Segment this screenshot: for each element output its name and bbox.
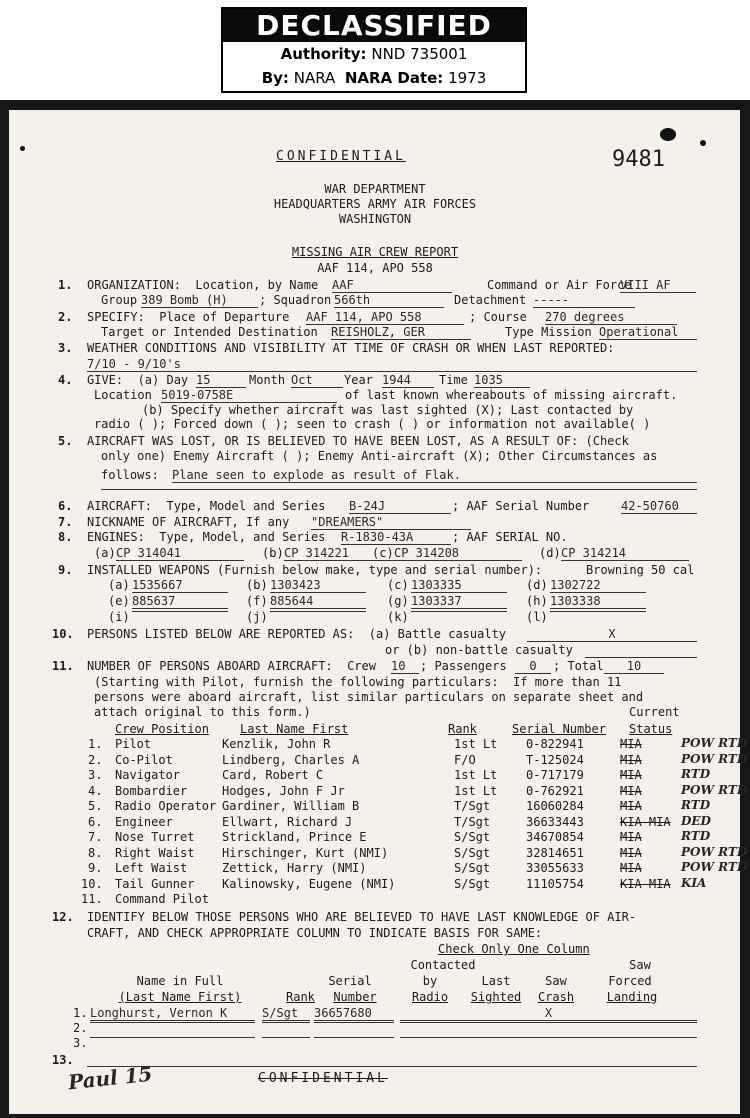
engine-label: (c) xyxy=(372,546,394,560)
crew-status: MIA xyxy=(620,830,642,844)
header-status-top: Current xyxy=(629,705,680,719)
engine-serial-field: CP 314214 xyxy=(561,547,689,561)
passengers-label: ; Passengers xyxy=(420,659,507,673)
engine-label: (d) xyxy=(539,546,561,560)
crew-name: Gardiner, William B xyxy=(222,799,360,813)
crew-position: Command Pilot xyxy=(115,892,209,906)
aircraft-type-field: B-24J xyxy=(349,500,451,514)
crew-rank: F/O xyxy=(454,752,476,767)
witness-rank xyxy=(262,1022,310,1023)
form-title: MISSING AIR CREW REPORT xyxy=(291,245,459,259)
weapon-label: (l) xyxy=(526,610,548,624)
crew-position: Left Waist xyxy=(115,861,188,875)
weather-field: 7/10 - 9/10's xyxy=(87,358,697,372)
total-label: ; Total xyxy=(553,659,604,673)
crew-number: 10. xyxy=(81,876,103,891)
crew-serial: 0-822941 xyxy=(526,737,584,751)
squadron-label: ; Squadron xyxy=(259,293,332,307)
squadron-field: 566th xyxy=(334,294,444,308)
crew-position: Pilot xyxy=(115,737,152,751)
weapon-label: (b) xyxy=(246,578,268,592)
total-field: 10 xyxy=(604,660,664,674)
crew-rank: 1st Lt xyxy=(454,737,498,751)
section-13-line xyxy=(87,1066,697,1067)
header-crew-position: Crew Position xyxy=(115,722,209,736)
classification-header: CONFIDENTIAL xyxy=(276,149,406,164)
crew-number: 6. xyxy=(88,814,103,829)
scan-speck xyxy=(20,146,25,151)
header-by: by xyxy=(422,974,438,988)
crew-handwritten-note: DED xyxy=(681,813,711,828)
weapon-label: (g) xyxy=(387,594,409,608)
header-saw-crash-top: Saw xyxy=(545,974,567,988)
crew-status: KIA MIA xyxy=(620,876,671,891)
weapon-label: (k) xyxy=(387,610,409,624)
witness-serial xyxy=(314,1037,394,1038)
crew-serial: 33055633 xyxy=(526,861,584,875)
by-line xyxy=(223,66,525,90)
crew-handwritten-note: RTD xyxy=(681,767,711,781)
weapons-label: INSTALLED WEAPONS (Furnish below make, type and serial number): xyxy=(87,563,543,577)
crew-name: Hirschinger, Kurt (NMI) xyxy=(222,845,389,860)
header-crash: Crash xyxy=(537,990,575,1004)
crew-position: Right Waist xyxy=(115,845,195,860)
air-force-field: VIII AF xyxy=(620,279,696,293)
witness-name: Longhurst, Vernon K xyxy=(90,1007,255,1021)
aaf-number: AAF 114, APO 558 xyxy=(317,261,433,275)
cause-line-1: AIRCRAFT WAS LOST, OR IS BELIEVED TO HAVE BEEN LOST, AS A RESULT OF: (Check xyxy=(87,434,629,448)
crew-handwritten-note: KIA xyxy=(681,875,707,890)
section-1-number: 1. xyxy=(58,278,73,292)
crew-number: 5. xyxy=(88,799,103,813)
crew-rank: S/Sgt xyxy=(454,861,491,875)
group-field: 389 Bomb (H) xyxy=(141,294,258,308)
blank-line xyxy=(101,489,697,490)
crew-status: MIA xyxy=(620,768,642,782)
target-field: REISHOLZ, GER xyxy=(331,326,471,340)
engines-label: ENGINES: Type, Model, and Series xyxy=(87,530,326,544)
crew-handwritten-note: POW RTD xyxy=(681,782,748,797)
by-value: NARA xyxy=(293,69,336,87)
department-heading: WAR DEPARTMENT xyxy=(324,182,426,196)
crew-number: 11. xyxy=(81,892,103,906)
command-label: Command or Air Force xyxy=(487,278,632,292)
witness-serial: 36657680 xyxy=(314,1007,394,1021)
city-heading: WASHINGTON xyxy=(338,212,412,226)
date-label: NARA Date: xyxy=(344,69,444,87)
engine-label: (b) xyxy=(262,546,284,560)
weapon-serial-field: 885644 xyxy=(270,595,366,609)
detachment-label: Detachment xyxy=(454,293,527,307)
crew-rank: 1st Lt xyxy=(454,768,498,782)
weapon-label: (d) xyxy=(526,578,548,592)
departure-label: SPECIFY: Place of Departure xyxy=(87,310,290,324)
crew-name: Ellwart, Richard J xyxy=(222,814,353,829)
weapon-serial-field: 1303337 xyxy=(411,595,507,609)
target-label: Target or Intended Destination xyxy=(101,325,318,339)
crew-serial: 36633443 xyxy=(526,814,584,829)
persons-aboard-label: NUMBER OF PERSONS ABOARD AIRCRAFT: Crew xyxy=(87,659,376,673)
header-radio: Radio xyxy=(411,990,449,1004)
crew-serial: 0-762921 xyxy=(526,783,584,798)
header-forced-top: Saw xyxy=(629,958,651,972)
witness-name xyxy=(90,1022,255,1023)
crew-rank: 1st Lt xyxy=(454,783,498,798)
follows-label: follows: xyxy=(101,468,159,482)
witness-number: 1. xyxy=(73,1006,88,1020)
weapon-label: (i) xyxy=(108,610,130,624)
crew-number: 8. xyxy=(88,845,103,860)
crew-note-3: attach original to this form.) xyxy=(94,705,311,719)
circumstances-field: Plane seen to explode as result of Flak. xyxy=(172,469,697,483)
scan-speck xyxy=(700,140,706,146)
crew-position: Radio Operator xyxy=(115,799,217,813)
crew-name: Zettick, Harry (NMI) xyxy=(222,861,367,875)
non-battle-field xyxy=(585,657,697,658)
crew-handwritten-note: POW RTD xyxy=(681,844,748,859)
crew-number: 9. xyxy=(88,861,103,875)
weapon-serial-field: 1303423 xyxy=(270,579,366,593)
mission-type-field: Operational xyxy=(599,326,697,340)
section-8-number: 8. xyxy=(58,530,73,544)
crew-status: MIA xyxy=(620,861,642,875)
crew-number: 1. xyxy=(88,737,103,751)
section-9-number: 9. xyxy=(58,563,73,577)
header-landing: Landing xyxy=(606,990,658,1004)
engine-type-field: R-1830-43A xyxy=(341,531,451,545)
crew-rank: S/Sgt xyxy=(454,830,491,844)
weapon-serial-field xyxy=(270,611,366,612)
battle-casualty-field: X xyxy=(527,628,697,642)
crew-position: Co-Pilot xyxy=(115,752,173,767)
section-7-number: 7. xyxy=(58,515,73,529)
witness-line-2: CRAFT, AND CHECK APPROPRIATE COLUMN TO INDICATE BASIS FOR SAME: xyxy=(87,926,543,940)
crew-rank: T/Sgt xyxy=(454,814,491,829)
crew-position: Bombardier xyxy=(115,783,188,798)
section-4-number: 4. xyxy=(58,373,73,387)
weapon-label: (e) xyxy=(108,594,130,608)
crew-name: Lindberg, Charles A xyxy=(222,752,360,767)
header-serial-top: Serial xyxy=(328,974,372,988)
section-3-number: 3. xyxy=(58,341,73,355)
year-label: Year xyxy=(344,373,373,387)
crew-handwritten-note: RTD xyxy=(681,798,711,812)
aircraft-label: AIRCRAFT: Type, Model and Series xyxy=(87,499,326,513)
crew-position: Nose Turret xyxy=(115,830,195,844)
departure-field: AAF 114, APO 558 xyxy=(306,311,464,325)
engine-serial-field: CP 314221 xyxy=(284,547,412,561)
crew-serial: 11105754 xyxy=(526,876,584,891)
month-label: Month xyxy=(249,373,286,387)
weapons-make: Browning 50 cal xyxy=(586,563,695,577)
course-field: 270 degrees xyxy=(545,311,677,325)
witness-number: 3. xyxy=(73,1036,88,1050)
aaf-serial-label: ; AAF Serial Number xyxy=(452,499,590,513)
crew-handwritten-note: POW RTD xyxy=(681,751,748,766)
weapon-serial-field: 1535667 xyxy=(132,579,228,593)
header-serial-number: Number xyxy=(333,990,377,1004)
crew-serial: 32814651 xyxy=(526,845,584,860)
time-field: 1035 xyxy=(474,374,530,388)
month-field: Oct xyxy=(291,374,343,388)
crew-serial: 34670854 xyxy=(526,830,584,844)
weapon-serial-field xyxy=(132,611,228,612)
aaf-serial-field: 42-50760 xyxy=(621,500,697,514)
crew-name: Kenzlik, John R xyxy=(222,737,331,751)
section-6-number: 6. xyxy=(58,499,73,513)
location-tail-label: of last known whereabouts of missing aircraft. xyxy=(345,388,678,402)
weapon-label: (a) xyxy=(108,578,130,592)
crew-note-2: persons were aboard aircraft, list similar particulars on separate sheet and xyxy=(94,690,644,704)
header-rank: Rank xyxy=(448,722,477,736)
weapon-serial-field xyxy=(411,611,507,612)
crew-number: 2. xyxy=(88,752,103,767)
document-number: 9481 xyxy=(612,147,665,172)
section-2-number: 2. xyxy=(58,310,73,324)
crew-status: MIA xyxy=(620,845,642,860)
course-label: ; Course xyxy=(469,310,527,324)
time-label: Time xyxy=(439,373,468,387)
crew-status: KIA MIA xyxy=(620,814,671,829)
crew-serial: T-125024 xyxy=(526,752,584,767)
day-field: 15 xyxy=(196,374,246,388)
crew-position: Engineer xyxy=(115,814,173,829)
crew-name: Card, Robert C xyxy=(222,768,324,782)
witness-mark: X xyxy=(400,1007,697,1021)
year-field: 1944 xyxy=(382,374,434,388)
authority-label: Authority: xyxy=(280,45,367,63)
coordinates-field: 5019-0758E xyxy=(161,389,337,403)
cause-line-2: only one) Enemy Aircraft ( ); Enemy Anti-aircraft (X); Other Circumstances as xyxy=(101,449,658,463)
weapon-serial-field: 885637 xyxy=(132,595,228,609)
header-name-full: Name in Full xyxy=(136,974,224,988)
crew-number: 7. xyxy=(88,830,103,844)
reported-as-label: PERSONS LISTED BELOW ARE REPORTED AS: (a) Battle casualty xyxy=(87,627,507,641)
header-last-name: Last Name First xyxy=(240,722,349,736)
contact-options-line: radio ( ); Forced down ( ); seen to crash ( ) or information not available( ) xyxy=(94,417,651,431)
witness-mark xyxy=(400,1037,697,1038)
section-5-number: 5. xyxy=(58,434,73,448)
crew-status: MIA xyxy=(620,737,642,751)
header-contacted: Contacted xyxy=(410,958,476,972)
witness-serial xyxy=(314,1022,394,1023)
crew-note-1: (Starting with Pilot, furnish the following particulars: If more than 11 xyxy=(94,675,622,689)
weapon-serial-field: 1303335 xyxy=(411,579,507,593)
header-forced: Forced xyxy=(608,974,652,988)
passengers-field: 0 xyxy=(515,660,551,674)
witness-number: 2. xyxy=(73,1021,88,1035)
crew-name: Hodges, John F Jr xyxy=(222,783,345,798)
crew-handwritten-note: POW RTD xyxy=(681,736,748,750)
last-sighted-line: (b) Specify whether aircraft was last sighted (X); Last contacted by xyxy=(142,403,634,417)
engine-serial-field: CP 314041 xyxy=(116,547,244,561)
organization-label: ORGANIZATION: Location, by Name xyxy=(87,278,319,292)
group-label: Group xyxy=(101,293,138,307)
engine-serial-field: CP 314208 xyxy=(394,547,522,561)
weapon-label: (f) xyxy=(246,594,268,608)
crew-number: 4. xyxy=(88,783,103,798)
location-field: AAF xyxy=(332,279,452,293)
section-13-number: 13. xyxy=(52,1053,74,1067)
crew-handwritten-note: RTD xyxy=(681,829,711,843)
crew-position: Tail Gunner xyxy=(115,876,195,891)
nickname-field: "DREAMERS" xyxy=(311,516,471,530)
section-11-number: 11. xyxy=(52,659,74,673)
witness-line-1: IDENTIFY BELOW THOSE PERSONS WHO ARE BELIEVED TO HAVE LAST KNOWLEDGE OF AIR- xyxy=(87,910,637,924)
header-witness-rank: Rank xyxy=(286,990,315,1004)
header-last-name-first: (Last Name First) xyxy=(118,990,242,1004)
mission-type-label: Type Mission xyxy=(505,325,592,339)
detachment-field: ----- xyxy=(533,294,635,308)
witness-mark xyxy=(400,1022,697,1023)
crew-handwritten-note: POW RTD xyxy=(681,860,748,874)
weapon-serial-field xyxy=(550,611,646,612)
header-last: Last xyxy=(481,974,511,988)
crew-name: Strickland, Prince E xyxy=(222,830,367,844)
crew-position: Navigator xyxy=(115,768,181,782)
declassified-stamp xyxy=(221,7,527,93)
crew-rank: S/Sgt xyxy=(454,876,491,891)
section-10-number: 10. xyxy=(52,627,74,641)
section-12-number: 12. xyxy=(52,910,74,924)
weapon-serial-field: 1302722 xyxy=(550,579,646,593)
authority-value: NND 735001 xyxy=(371,45,468,63)
engine-serial-label: ; AAF SERIAL NO. xyxy=(452,530,568,544)
handwritten-signature: Paul 15 xyxy=(66,1061,154,1095)
crew-status: MIA xyxy=(620,799,642,813)
header-sighted: Sighted xyxy=(470,990,522,1004)
crew-rank: S/Sgt xyxy=(454,845,491,860)
day-label: GIVE: (a) Day xyxy=(87,373,189,387)
crew-count-field: 10 xyxy=(391,660,419,674)
weather-label: WEATHER CONDITIONS AND VISIBILITY AT TIME OF CRASH OR WHEN LAST REPORTED: xyxy=(87,341,615,355)
location-label: Location xyxy=(94,388,152,402)
witness-name xyxy=(90,1037,255,1038)
header-serial: Serial Number xyxy=(512,722,606,736)
by-label: By: xyxy=(261,69,289,87)
nickname-label: NICKNAME OF AIRCRAFT, If any xyxy=(87,515,290,529)
crew-number: 3. xyxy=(88,768,103,782)
classification-footer: CONFIDENTIAL xyxy=(258,1071,388,1086)
engine-label: (a) xyxy=(94,546,116,560)
crew-status: MIA xyxy=(620,752,642,767)
weapon-label: (c) xyxy=(387,578,409,592)
authority-line xyxy=(223,42,525,66)
weapon-label: (h) xyxy=(526,594,548,608)
non-battle-label: or (b) non-battle casualty xyxy=(385,643,573,657)
weapon-serial-field: 1303338 xyxy=(550,595,646,609)
witness-rank xyxy=(262,1037,310,1038)
header-status: Status xyxy=(629,722,673,736)
crew-name: Kalinowsky, Eugene (NMI) xyxy=(222,876,396,891)
declassified-title: DECLASSIFIED xyxy=(223,9,525,42)
crew-serial: 0-717179 xyxy=(526,768,584,782)
crew-serial: 16060284 xyxy=(526,799,584,813)
date-value: 1973 xyxy=(448,69,487,87)
crew-rank: T/Sgt xyxy=(454,799,491,813)
weapon-label: (j) xyxy=(246,610,268,624)
crew-status: MIA xyxy=(620,783,642,798)
headquarters-heading: HEADQUARTERS ARMY AIR FORCES xyxy=(273,197,477,211)
check-one-column: Check Only One Column xyxy=(438,942,590,956)
scan-speck xyxy=(660,128,676,141)
witness-rank: S/Sgt xyxy=(262,1007,310,1021)
